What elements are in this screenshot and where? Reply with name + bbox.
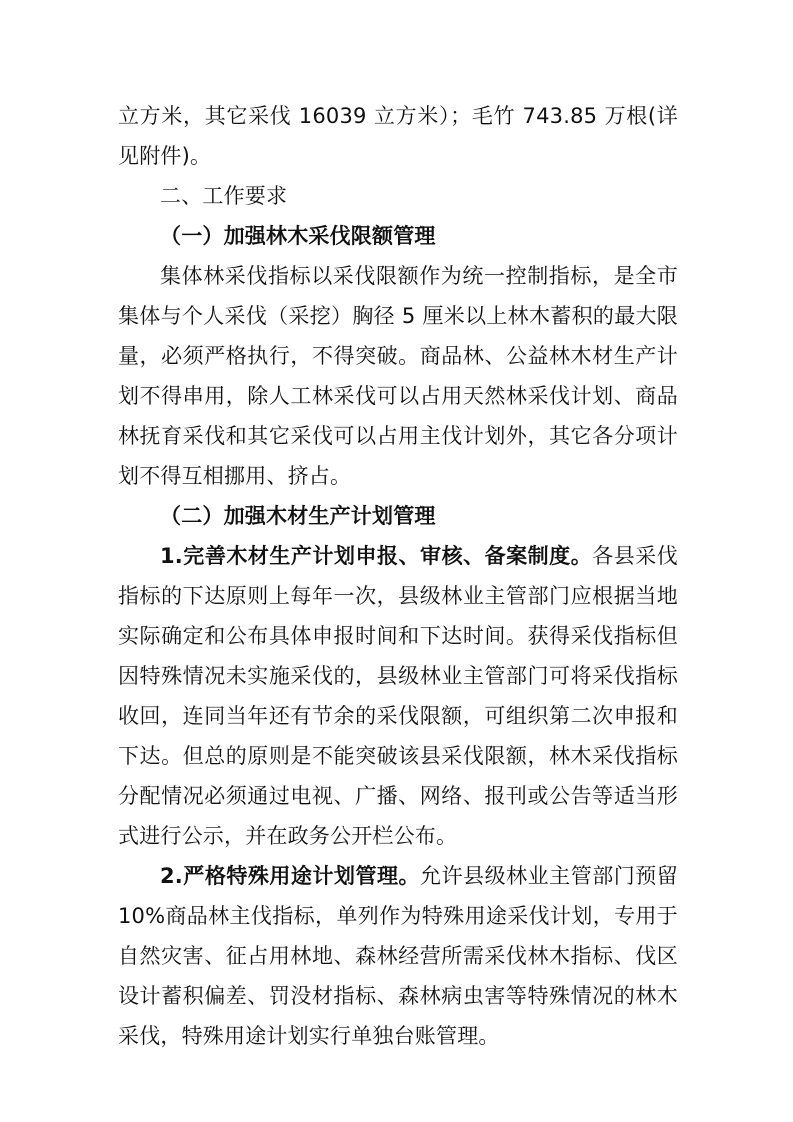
- item-2-title: 2.严格特殊用途计划管理。: [160, 864, 421, 888]
- subsection-heading-2: （二）加强木材生产计划管理: [160, 504, 436, 528]
- item-1-title: 1.完善木材生产计划申报、审核、备案制度。: [160, 544, 593, 568]
- item-2-body: 允许县级林业主管部门预留10%商品林主伐指标，单列作为特殊用途采伐计划，专用于自然灾害、征占用林地、森林经营所需采伐林木指标、伐区设计蓄积偏差、罚没材指标、森林病虫害等特殊情况的林木采伐，特殊用途计划实行单独台账管理。: [118, 864, 678, 1048]
- paragraph-continuation: 立方米，其它采伐 16039 立方米）；毛竹 743.85 万根(详见附件)。: [118, 104, 678, 168]
- subsection-heading-1: （一）加强林木采伐限额管理: [160, 224, 436, 248]
- paragraph-item-1: [118, 536, 678, 856]
- item-1-body: 各县采伐指标的下达原则上每年一次，县级林业主管部门应根据当地实际确定和公布具体申报时间和下达时间。获得采伐指标但因特殊情况未实施采伐的，县级林业主管部门可将采伐指标收回，连同当年还有节余的采伐限额，可组织第二次申报和下达。但总的原则是不能突破该县采伐限额，林木采伐指标分配情况必须通过电视、广播、网络、报刊或公告等适当形式进行公示，并在政务公开栏公布。: [118, 544, 678, 848]
- paragraph-quota-management: 集体林采伐指标以采伐限额作为统一控制指标，是全市集体与个人采伐（采挖）胸径 5 厘米以上林木蓄积的最大限量，必须严格执行，不得突破。商品林、公益林木材生产计划不得串用，除人工林采伐可以占用天然林采伐计划、商品林抚育采伐和其它采伐可以占用主伐计划外，其它各分项计划不得互相挪用、挤占。: [118, 264, 678, 488]
- paragraph-item-2: [118, 856, 678, 1056]
- document-body: [118, 96, 678, 1056]
- section-heading: 二、工作要求: [160, 184, 288, 208]
